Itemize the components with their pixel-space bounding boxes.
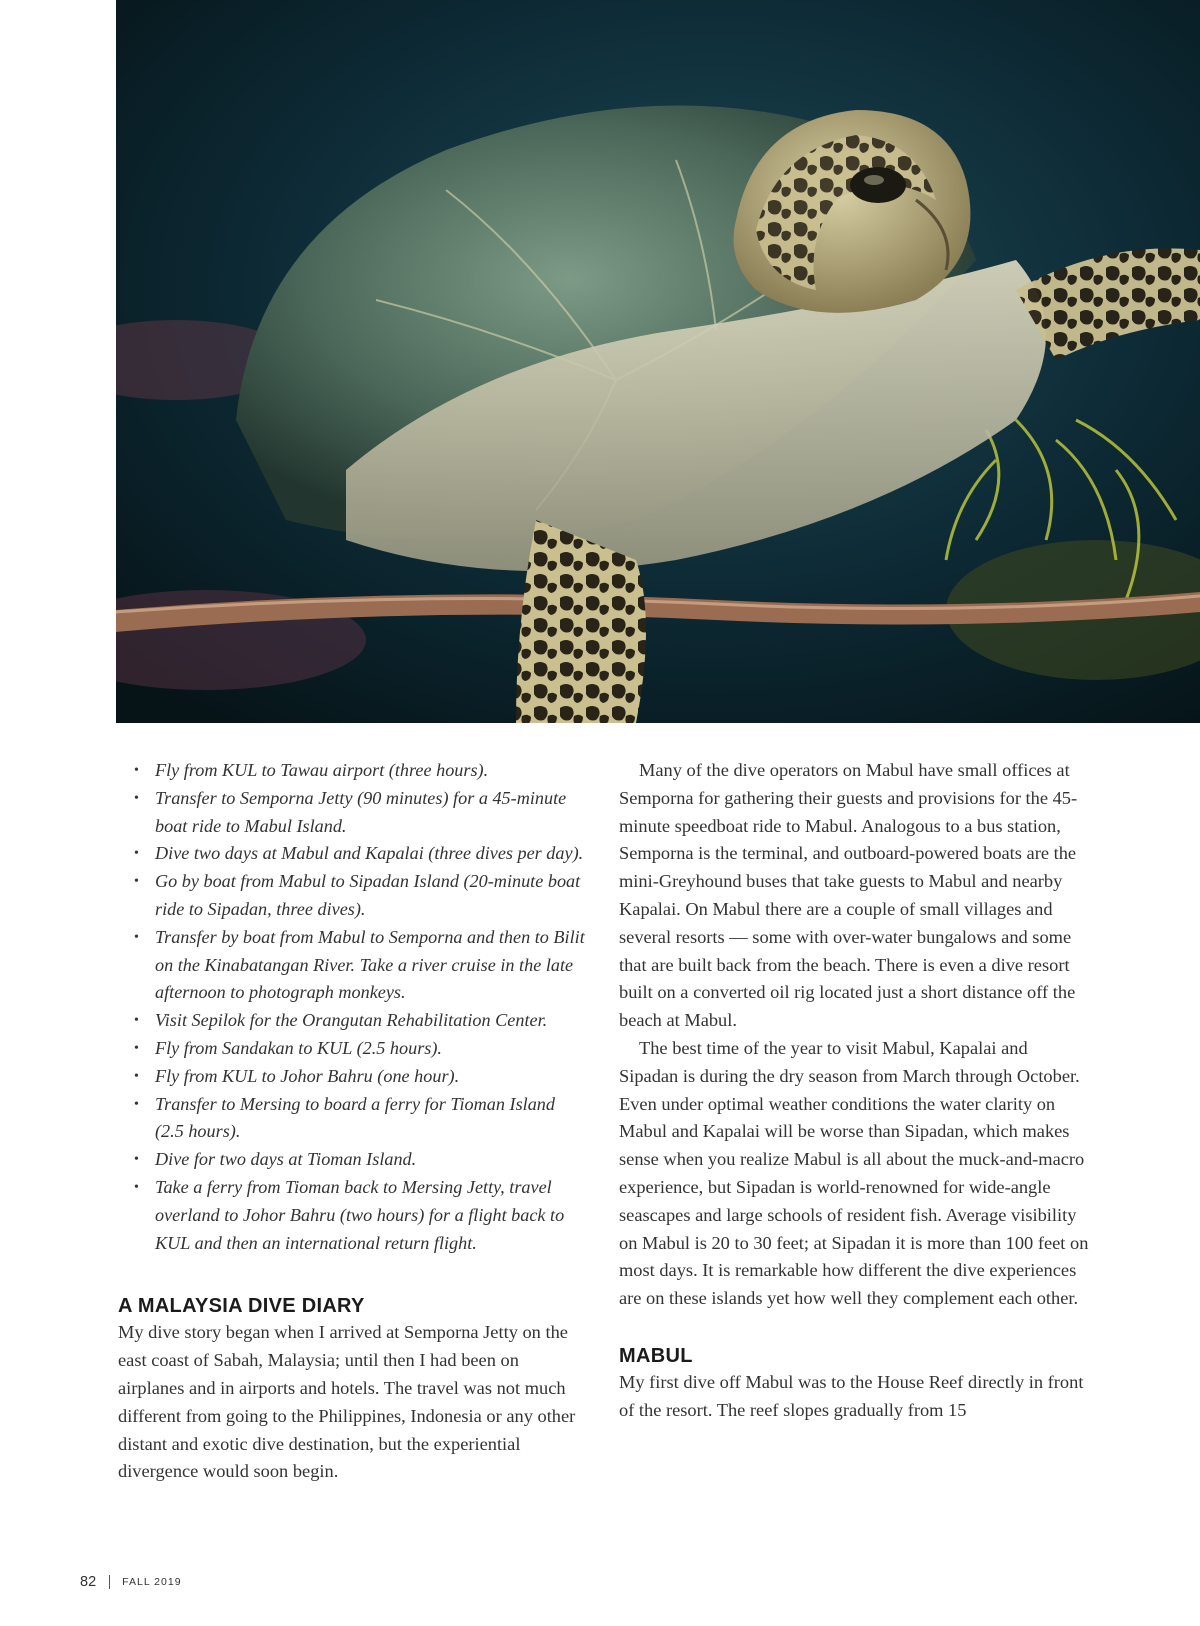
issue-label: FALL 2019 (122, 1576, 182, 1588)
left-column (118, 757, 586, 1486)
itinerary-item: • Fly from Sandakan to KUL (2.5 hours). (118, 1035, 586, 1063)
itinerary-item: • Dive for two days at Tioman Island. (118, 1146, 586, 1174)
itinerary-item: • Transfer to Semporna Jetty (90 minutes) for a 45-minute boat ride to Mabul Island. (118, 785, 586, 841)
body-paragraph-best-time: The best time of the year to visit Mabul, Kapalai and Sipadan is during the dry season from March through October. Even under optimal weather conditions the water clarity on Mabul and Kapalai will be worse than Sipadan, which makes sense when you realize Mabul is all about the muck-and-macro experience, but Sipadan is world-renowned for wide-angle seascapes and large schools of resident fish. Average visibility on Mabul is 20 to 30 feet; at Sipadan it is more than 100 feet on most days. It is remarkable how different the dive experiences are on these islands yet how well they complement each other. (619, 1037, 1089, 1309)
section-heading-mabul: MABUL (619, 1344, 693, 1367)
mabul-paragraph: My first dive off Mabul was to the House Reef directly in front of the resort. The reef slopes gradually from 15 (619, 1371, 1084, 1420)
itinerary-item: • Transfer by boat from Mabul to Semporna and then to Bilit on the Kinabatangan River. Take a river cruise in the late afternoon to photograph monkeys. (118, 924, 586, 1007)
dive-diary-paragraph: My dive story began when I arrived at Semporna Jetty on the east coast of Sabah, Malaysia; until then I had been on airplanes and in airports and hotels. The travel was not much different from going to the Philippines, Indonesia or any other distant and exotic dive destination, but the experiential divergence would soon begin. (118, 1322, 576, 1482)
hero-photo (116, 0, 1200, 723)
page-number: 82 (80, 1574, 97, 1590)
itinerary-list (118, 757, 586, 1257)
itinerary-item: • Take a ferry from Tioman back to Mersing Jetty, travel overland to Johor Bahru (two hours) for a flight back to KUL and then an international return flight. (118, 1174, 586, 1257)
itinerary-item: • Visit Sepilok for the Orangutan Rehabilitation Center. (118, 1007, 586, 1035)
itinerary-item: • Transfer to Mersing to board a ferry for Tioman Island (2.5 hours). (118, 1091, 586, 1147)
footer-divider (109, 1575, 110, 1589)
body-paragraph-operators: Many of the dive operators on Mabul have small offices at Semporna for gathering their guests and provisions for the 45-minute speedboat ride to Mabul. Analogous to a bus station, Semporna is the terminal, and outboard-powered boats are the mini-Greyhound buses that take guests to Mabul and nearby Kapalai. On Mabul there are a couple of small villages and several resorts — some with over-water bungalows and some that are built back from the beach. There is even a dive resort built on a converted oil rig located just a short distance off the beach at Mabul. (619, 760, 1078, 1031)
turtle-photo-illustration (116, 0, 1200, 723)
itinerary-item: • Fly from KUL to Tawau airport (three hours). (118, 757, 586, 785)
itinerary-item: • Dive two days at Mabul and Kapalai (three dives per day). (118, 840, 586, 868)
itinerary-item: • Go by boat from Mabul to Sipadan Island (20-minute boat ride to Sipadan, three dives). (118, 868, 586, 924)
page-footer (80, 1574, 182, 1590)
section-heading-dive-diary: A MALAYSIA DIVE DIARY (118, 1295, 365, 1318)
itinerary-item: • Fly from KUL to Johor Bahru (one hour). (118, 1063, 586, 1091)
right-column (619, 757, 1089, 1425)
